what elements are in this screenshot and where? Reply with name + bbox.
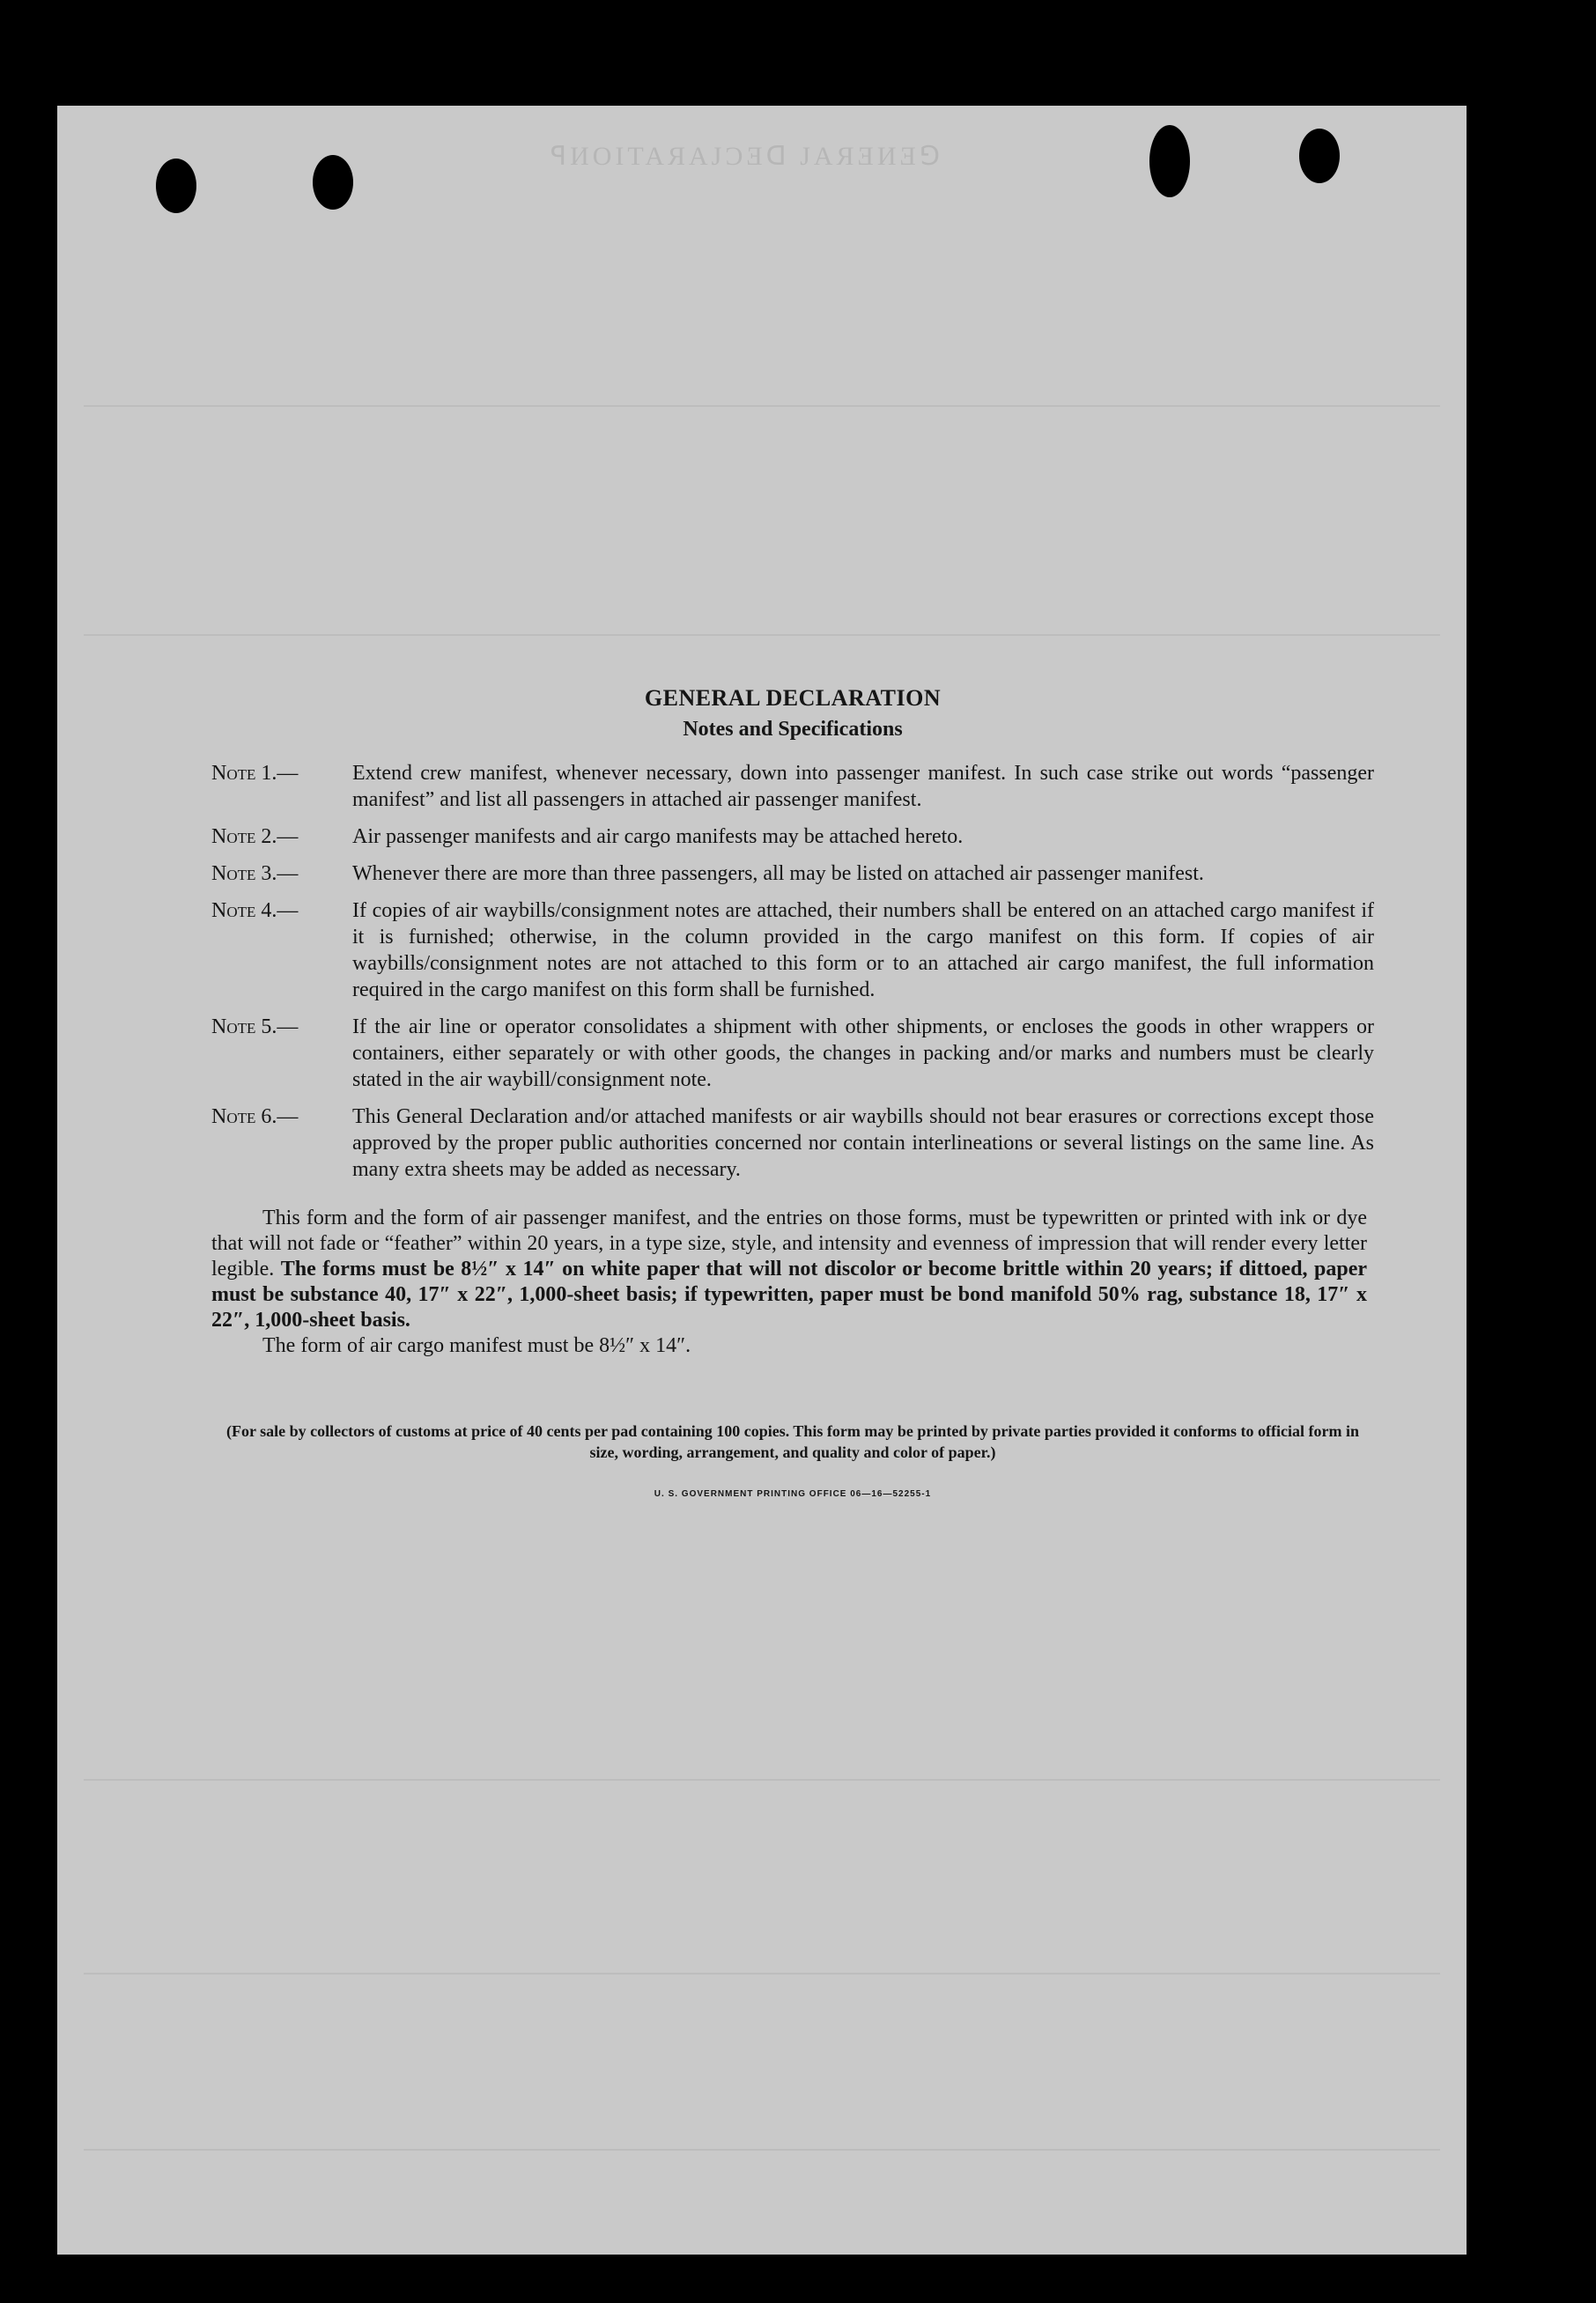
note-4 (211, 897, 1374, 1003)
specification-cargo-form: The form of air cargo manifest must be 8½″ x 14″. (262, 1334, 691, 1357)
note-label: Note 3.— (211, 862, 299, 885)
note-text: Air passenger manifests and air cargo manifests may be attached hereto. (352, 825, 964, 848)
punch-hole-left-1 (156, 159, 196, 213)
punch-hole-left-2 (313, 155, 353, 210)
notes-content (211, 683, 1374, 1499)
bleed-through-rule (84, 405, 1440, 407)
document-subtitle: Notes and Specifications (683, 718, 903, 741)
note-1 (211, 760, 1374, 813)
specification-intro: This form and the form of air passenger manifest, and the entries on those forms, must be typewritten or printed with ink or dye that will not fade or “feather” within 20 years, in a type size, style, and intensity and evenness of impression that will render every letter legible. (211, 1207, 1367, 1281)
note-label: Note 2.— (211, 825, 299, 848)
bleed-through-rule (84, 1779, 1440, 1781)
note-2 (211, 823, 1374, 850)
note-text: If the air line or operator consolidates a shipment with other shipments, or encloses the goods in other wrappers or containers, either separately or with other goods, the changes in packing and/or marks and numbers must be clearly stated in the air waybill/consignment note. (352, 1015, 1374, 1091)
note-text: Extend crew manifest, whenever necessary, down into passenger manifest. In such case strike out words “passenger manifest” and list all passengers in attached air passenger manifest. (352, 762, 1374, 811)
note-text: Whenever there are more than three passengers, all may be listed on attached air passenger manifest. (352, 862, 1204, 885)
punch-hole-right-1 (1149, 125, 1190, 197)
note-text: This General Declaration and/or attached manifests or air waybills should not bear erasures or corrections except those approved by the proper public authorities concerned nor contain interlineations or several listings on the same line. As many extra sheets may be added as necessary. (352, 1105, 1374, 1181)
printer-line: U. S. GOVERNMENT PRINTING OFFICE 06—16—52255-1 (654, 1489, 932, 1499)
bleed-through-rule (84, 634, 1440, 636)
specification-paper: The forms must be 8½″ x 14″ on white paper that will not discolor or become brittle within 20 years; if dittoed, paper must be substance 40, 17″ x 22″, 1,000-sheet basis; if typewritten, paper must be bond manifold 50% rag, substance 18, 17″ x 22″, 1,000-sheet basis. (211, 1258, 1367, 1332)
bleed-through-rule (84, 2149, 1440, 2151)
note-label: Note 5.— (211, 1015, 299, 1038)
specification-paragraph (211, 1206, 1367, 1333)
sale-notice: (For sale by collectors of customs at price of 40 cents per pad containing 100 copies. This form may be printed by private parties provided it conforms to official form in size, wording, arrangement, and quality and color of paper.) (225, 1422, 1360, 1461)
note-label: Note 1.— (211, 762, 299, 785)
note-3 (211, 860, 1374, 887)
punch-hole-right-2 (1299, 129, 1340, 183)
document-page (57, 106, 1467, 2255)
note-text: If copies of air waybills/consignment notes are attached, their numbers shall be entered on an attached cargo manifest if it is furnished; otherwise, in the column provided in the cargo manifest on this form. If copies of air waybills/consignment notes are not attached to this form or to an attached air cargo manifest, the full information required in the cargo manifest on this form shall be furnished. (352, 899, 1374, 1001)
bleed-through-heading: ꟼИOITAЯAJƆƎᗡ JAЯƎИƎ⅁ (550, 142, 944, 171)
note-label: Note 4.— (211, 899, 299, 922)
note-label: Note 6.— (211, 1105, 299, 1128)
document-title: GENERAL DECLARATION (644, 685, 942, 711)
bleed-through-rule (84, 1973, 1440, 1975)
note-5 (211, 1014, 1374, 1093)
note-6 (211, 1104, 1374, 1183)
